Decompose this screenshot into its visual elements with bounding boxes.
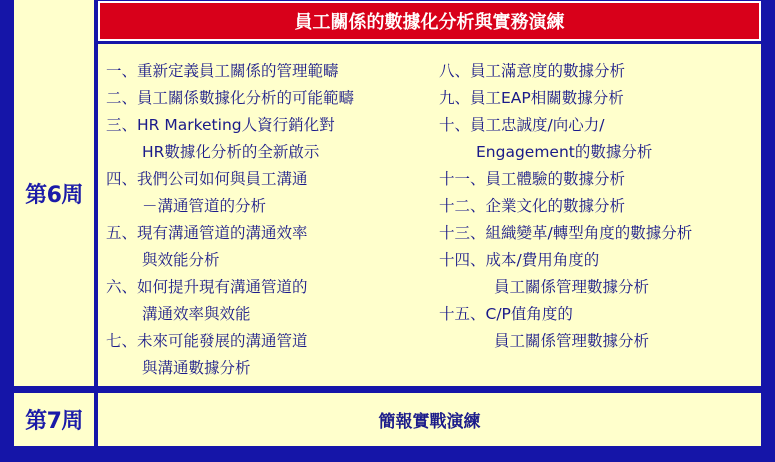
- week-7-content: [98, 393, 761, 446]
- topic-line: 四、我們公司如何與員工溝通: [106, 170, 308, 188]
- topic-line: 十三、組織變革/轉型角度的數據分析: [439, 224, 693, 242]
- topic-line: 十一、員工體驗的數據分析: [439, 170, 626, 188]
- topic-line: 二、員工關係數據化分析的可能範疇: [106, 89, 355, 107]
- topic-line: 與溝通數據分析: [142, 359, 251, 377]
- topic-line: 八、員工滿意度的數據分析: [439, 62, 626, 80]
- course-title: 員工關係的數據化分析與實務演練: [294, 12, 565, 33]
- right-topic-column: [436, 44, 761, 386]
- week-6-label: [14, 0, 94, 386]
- week-6-content: [98, 44, 761, 386]
- topic-line: 十、員工忠誠度/向心力/: [439, 116, 605, 134]
- topic-line: 五、現有溝通管道的溝通效率: [106, 224, 308, 242]
- topic-line: 十四、成本/費用角度的: [439, 251, 600, 269]
- topic-line: Engagement的數據分析: [476, 143, 653, 161]
- week-6-label-text: 第6周: [25, 182, 83, 208]
- topic-line: 溝通效率與效能: [142, 305, 251, 323]
- topic-line: 三、HR Marketing人資行銷化對: [106, 116, 335, 134]
- topic-line: 六、如何提升現有溝通管道的: [106, 278, 308, 296]
- week-7-title: 簡報實戰演練: [378, 412, 481, 432]
- week-7-label-text: 第7周: [25, 409, 83, 434]
- left-topic-column: [98, 44, 428, 386]
- topic-line: 員工關係管理數據分析: [494, 278, 650, 296]
- topic-line: 十二、企業文化的數據分析: [439, 197, 626, 215]
- topic-line: 九、員工EAP相關數據分析: [439, 89, 624, 107]
- topic-line: 十五、C/P值角度的: [439, 305, 573, 323]
- topic-line: HR數據化分析的全新啟示: [142, 143, 320, 161]
- topic-line: 員工關係管理數據分析: [494, 332, 650, 350]
- topic-line: 七、未來可能發展的溝通管道: [106, 332, 308, 350]
- week-7-label: [14, 393, 94, 446]
- topic-line: －溝通管道的分析: [142, 197, 267, 215]
- topic-line: 與效能分析: [142, 251, 220, 269]
- course-title-header: [98, 1, 761, 41]
- topic-line: 一、重新定義員工關係的管理範疇: [106, 62, 339, 80]
